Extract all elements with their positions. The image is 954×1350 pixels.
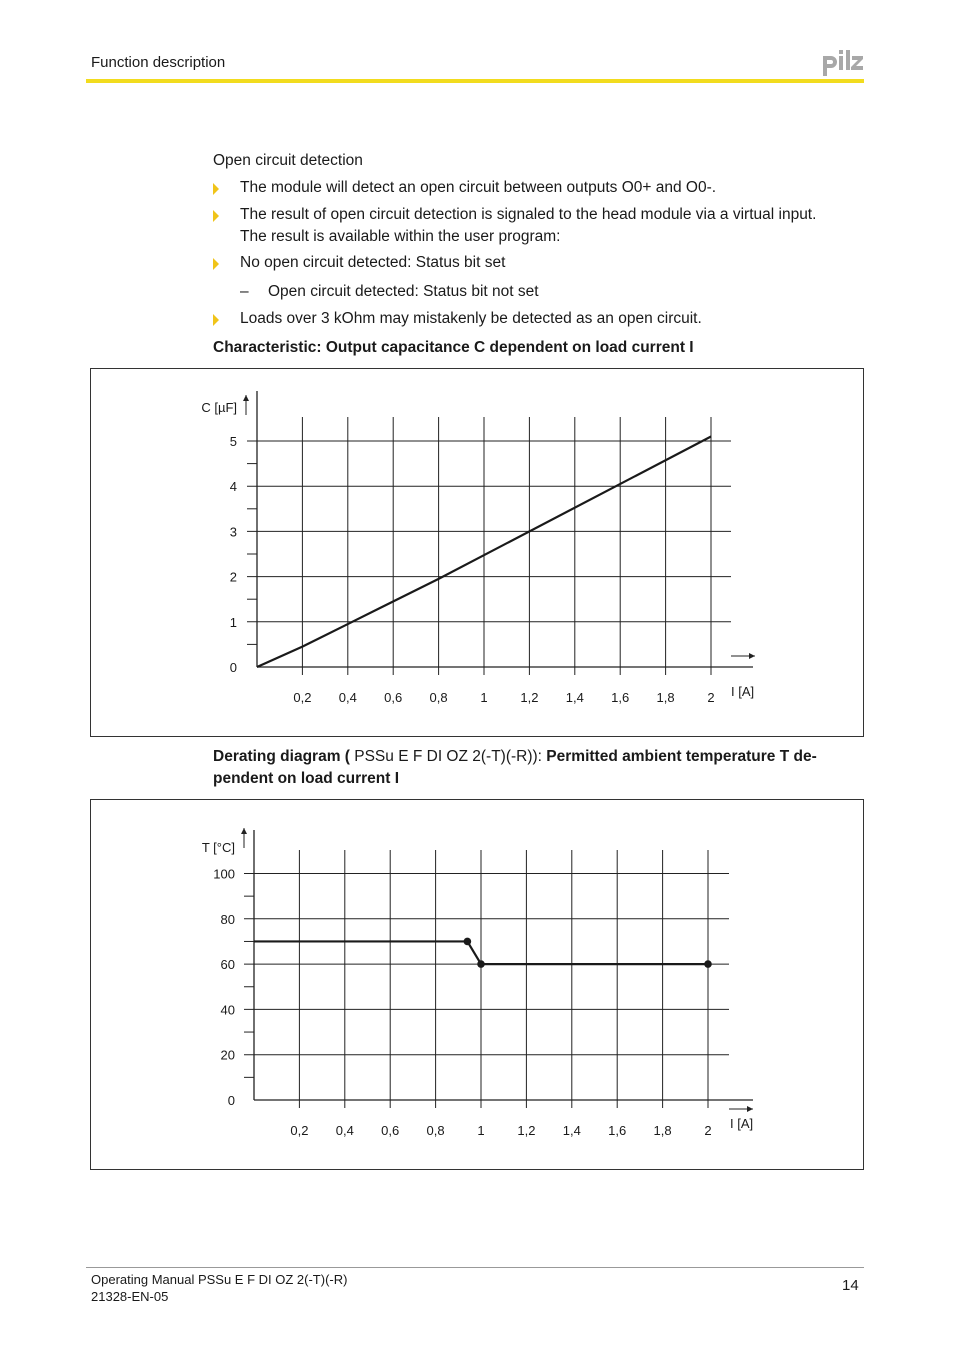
- x-tick-label: 0,2: [290, 1123, 309, 1138]
- y-tick-label: 80: [220, 911, 235, 927]
- y-tick-label: 0: [229, 660, 237, 675]
- x-tick-label: 1,6: [611, 690, 630, 705]
- y-tick-label: 0: [227, 1093, 235, 1108]
- chart1-caption: Characteristic: Output capacitance C dependent on load current I: [213, 339, 694, 356]
- x-tick-label: 1: [477, 1123, 485, 1138]
- bullet-arrow-icon: [213, 183, 219, 195]
- x-tick-label: 1,2: [520, 690, 539, 705]
- capacitance-chart: [91, 369, 863, 736]
- x-tick-label: 1,2: [517, 1123, 536, 1138]
- header-rule: [86, 79, 864, 83]
- y-tick-label: 1: [229, 614, 237, 630]
- x-tick-label: 1,8: [653, 1123, 672, 1138]
- bullet-text: The result of open circuit detection is signaled to the head module via a virtual input.: [240, 206, 817, 223]
- sub-list-text: Open circuit detected: Status bit not set: [268, 283, 539, 300]
- x-tick-label: 1: [480, 690, 488, 705]
- x-tick-label: 1,4: [565, 690, 584, 705]
- page-number: 14: [842, 1277, 859, 1294]
- x-axis-title: I [A]: [731, 684, 755, 699]
- chart2-caption-bold-end: Permitted ambient temperature T de-pendent on load current I: [213, 748, 817, 787]
- series-point: [477, 960, 485, 968]
- y-axis-arrow-icon: [243, 395, 249, 401]
- section-title: Open circuit detection: [213, 152, 363, 169]
- bullet-text: No open circuit detected: Status bit set: [240, 254, 506, 271]
- footer-manual-title: Operating Manual PSSu E F DI OZ 2(-T)(-R): [91, 1272, 348, 1287]
- x-tick-label: 0,2: [293, 690, 312, 705]
- bullet-text: The module will detect an open circuit between outputs O0+ and O0-.: [240, 179, 717, 196]
- bullet-arrow-icon: [213, 258, 219, 270]
- x-tick-label: 1,6: [608, 1123, 627, 1138]
- pilz-logo: [822, 50, 864, 78]
- derating-chart-frame: [90, 799, 864, 1170]
- chart2-caption-product: PSSu E F DI OZ 2(-T)(-R)):: [349, 748, 547, 765]
- derating-chart: [91, 800, 863, 1169]
- x-tick-label: 1,8: [656, 690, 675, 705]
- capacitance-chart-frame: [90, 368, 864, 737]
- x-tick-label: 0,8: [426, 1123, 445, 1138]
- y-tick-label: 2: [229, 569, 237, 585]
- footer-doc-number: 21328-EN-05: [91, 1289, 169, 1304]
- x-tick-label: 0,6: [384, 690, 403, 705]
- y-axis-title: T [°C]: [201, 840, 235, 855]
- bullet-text: Loads over 3 kOhm may mistakenly be detected as an open circuit.: [240, 310, 702, 327]
- chart2-caption-bold: Derating diagram (: [213, 748, 350, 765]
- bullet-text-continued: The result is available within the user program:: [240, 228, 561, 245]
- chart2-caption: [213, 746, 853, 790]
- series-point: [464, 938, 472, 946]
- x-tick-label: 1,4: [562, 1123, 581, 1138]
- y-tick-label: 5: [229, 434, 237, 449]
- y-tick-label: 4: [229, 479, 237, 495]
- x-tick-label: 0,4: [335, 1123, 354, 1138]
- x-tick-label: 0,4: [338, 690, 357, 705]
- running-header-title: Function description: [91, 54, 226, 71]
- x-tick-label: 0,8: [429, 690, 448, 705]
- bullet-arrow-icon: [213, 314, 219, 326]
- x-tick-label: 2: [707, 690, 715, 705]
- x-axis-arrow-icon: [749, 653, 755, 659]
- x-axis-arrow-icon: [747, 1106, 753, 1112]
- x-axis-title: I [A]: [730, 1116, 754, 1131]
- y-axis-title: C [µF]: [201, 400, 237, 415]
- x-tick-label: 2: [704, 1123, 712, 1138]
- y-axis-arrow-icon: [241, 828, 247, 834]
- y-tick-label: 100: [213, 866, 235, 882]
- bullet-arrow-icon: [213, 210, 219, 222]
- dash-marker: –: [240, 283, 249, 300]
- y-tick-label: 3: [229, 524, 237, 540]
- y-tick-label: 60: [220, 957, 235, 973]
- x-tick-label: 0,6: [381, 1123, 400, 1138]
- footer-rule: [86, 1267, 864, 1268]
- y-tick-label: 20: [220, 1047, 235, 1063]
- y-tick-label: 40: [220, 1002, 235, 1018]
- series-point: [704, 960, 712, 968]
